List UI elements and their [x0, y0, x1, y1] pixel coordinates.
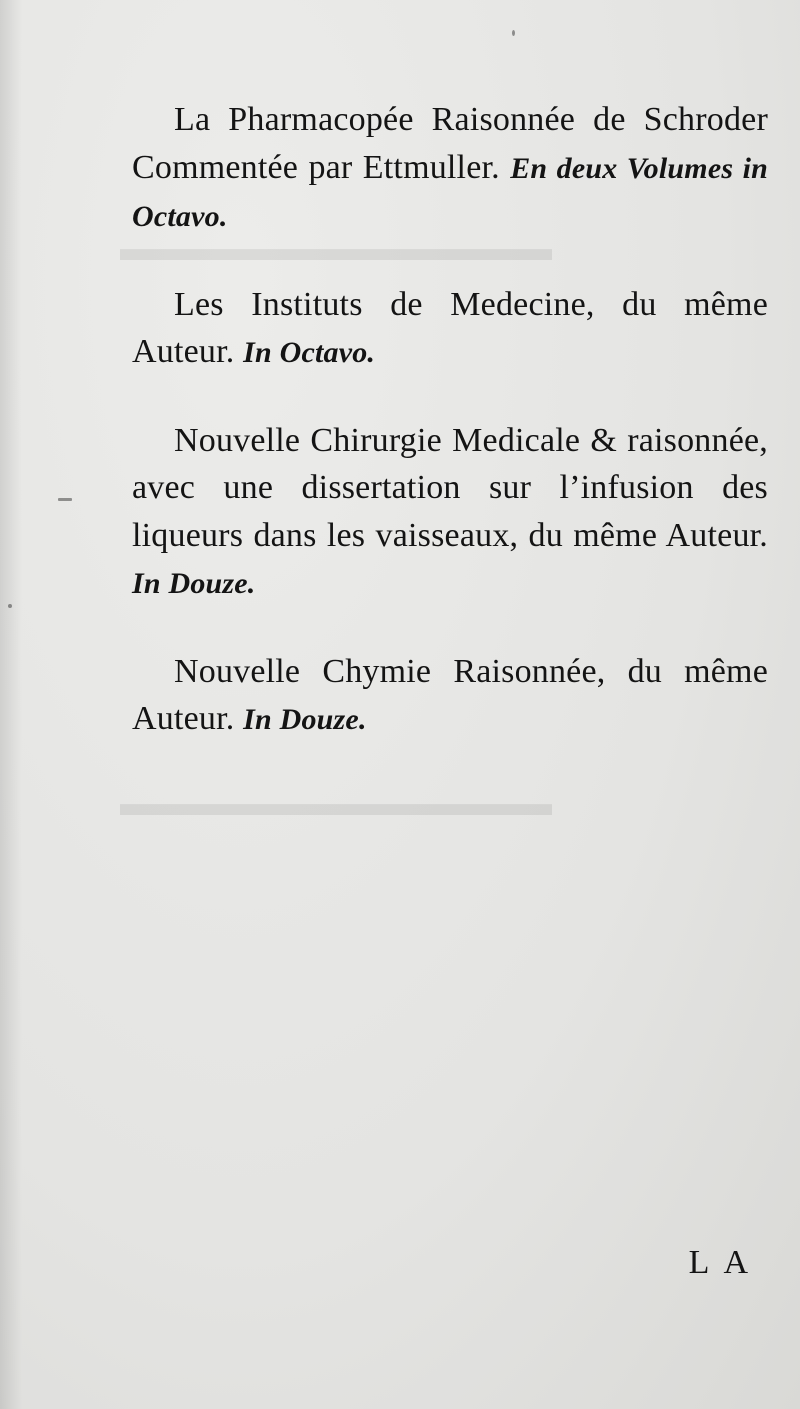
book-entry: [132, 648, 768, 744]
show-through-text: ▬▬▬▬▬▬▬▬▬▬▬▬: [120, 783, 552, 823]
book-title: Nouvelle Chymie Raisonnée, du même Auteur.: [132, 652, 768, 737]
book-entry: [132, 281, 768, 377]
book-title: Les Instituts de Medecine, du même Auteur.: [132, 285, 768, 370]
book-format: In Douze.: [243, 703, 367, 736]
book-entry: [132, 96, 768, 241]
book-title: Nouvelle Chirurgie Medicale & raisonnée, avec une dissertation sur l’infusion des liqueurs dans les vaisseaux, du même Auteur.: [132, 421, 768, 554]
catchword: LA: [688, 1244, 762, 1281]
book-title: La Pharmacopée Raisonnée de Schroder Commentée par Ettmuller.: [132, 101, 768, 186]
book-format: En deux Volumes in Octavo.: [132, 151, 768, 233]
book-list: [132, 96, 768, 784]
show-through-text: ▬▬▬▬▬▬▬▬▬▬▬▬: [120, 228, 552, 268]
book-entry: [132, 417, 768, 608]
book-format: In Douze.: [132, 567, 256, 600]
book-format: In Octavo.: [243, 336, 376, 369]
page-gutter-shadow: [0, 0, 22, 1409]
